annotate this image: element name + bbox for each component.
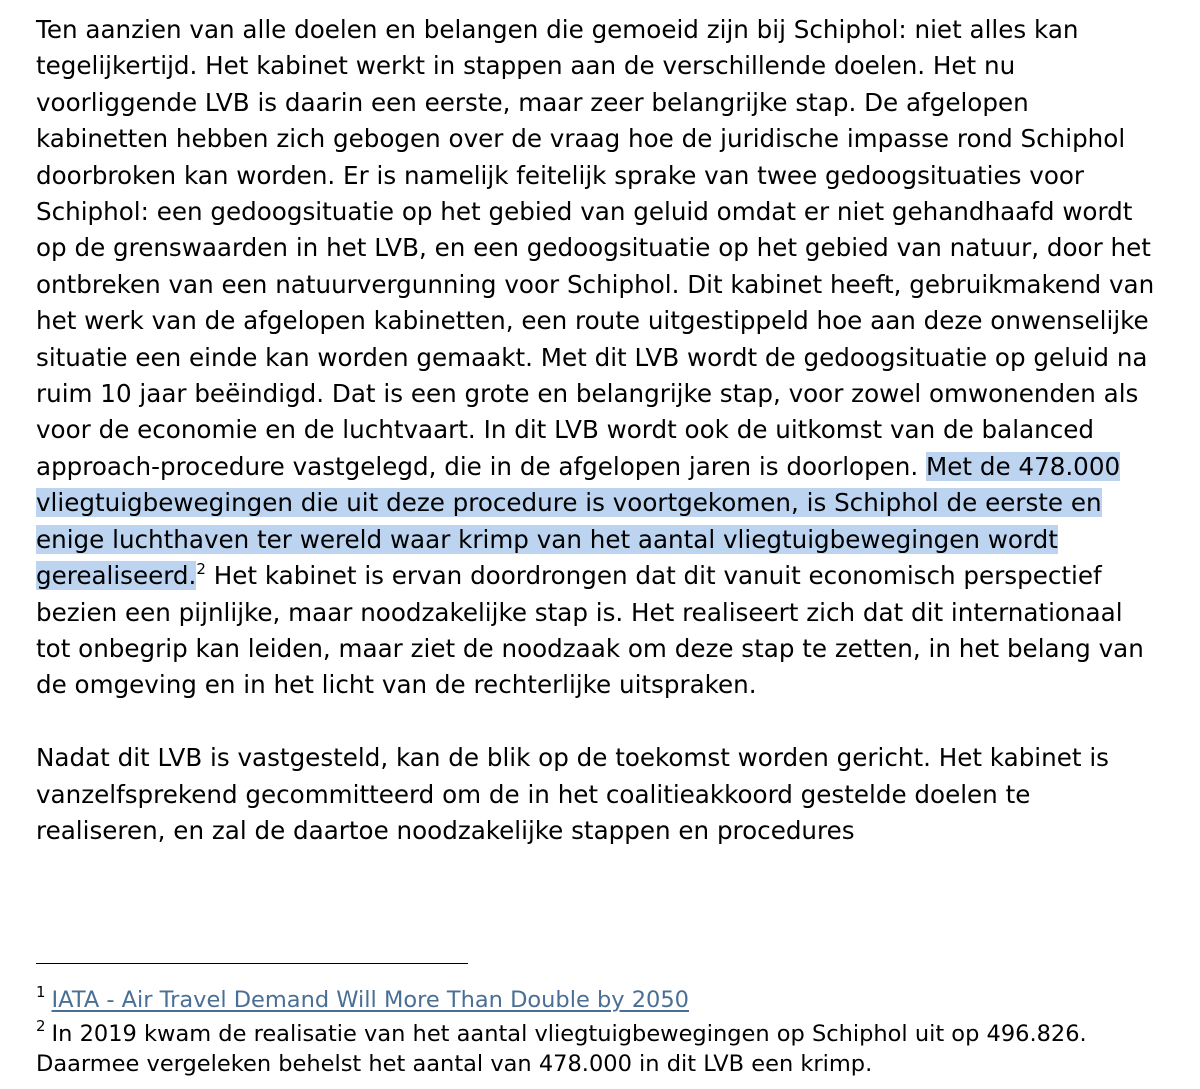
footnote-2-text: In 2019 kwam de realisatie van het aantal vliegtuigbewegingen op Schiphol uit op 496.826. Daarmee vergeleken behelst het aantal van 478.000 in dit LVB een krimp.: [36, 1021, 1087, 1077]
footnote-2-number: 2: [36, 1017, 46, 1035]
highlighted-text[interactable]: Met de 478.000 vliegtuigbewegingen die uit deze procedure is voortgekomen, is Schiphol de eerste en enige luchthaven ter wereld waar krimp van het aantal vliegtuigbewegingen wordt gerealiseerd.: [36, 451, 1121, 591]
paragraph-2: Nadat dit LVB is vastgesteld, kan de blik op de toekomst worden gericht. Het kabinet is vanzelfsprekend gecommitteerd om de in het coalitieakkoord gestelde doelen te realiseren, en zal de daartoe noodzakelijke stappen en procedures: [36, 743, 1109, 845]
document-body: [36, 12, 1164, 849]
paragraph-1: [36, 12, 1164, 704]
footnote-divider: [36, 963, 468, 964]
footnote-1: [36, 985, 1164, 1015]
footnote-1-link[interactable]: IATA - Air Travel Demand Will More Than Double by 2050: [51, 987, 689, 1013]
footnote-2: [36, 1019, 1164, 1079]
footnote-1-number: 1: [36, 983, 46, 1001]
paragraph-1-text-continued: Het kabinet is ervan doordrongen dat dit vanuit economisch perspectief bezien een pijnlijke, maar noodzakelijke stap is. Het realiseert zich dat dit internationaal tot onbegrip kan leiden, maar ziet de noodzaak om deze stap te zetten, in het belang van de omgeving en in het licht van de rechterlijke uitspraken.: [36, 561, 1144, 700]
footnote-ref-2[interactable]: 2: [196, 560, 206, 579]
paragraph-1-text: Ten aanzien van alle doelen en belangen die gemoeid zijn bij Schiphol: niet alles kan tegelijkertijd. Het kabinet werkt in stappen aan de verschillende doelen. Het nu voorliggende LVB is daarin een eerste, maar zeer belangrijke stap. De afgelopen kabinetten hebben zich gebogen over de vraag hoe de juridische impasse rond Schiphol doorbroken kan worden. Er is namelijk feitelijk sprake van twee gedoogsituaties voor Schiphol: een gedoogsituatie op het gebied van geluid omdat er niet gehandhaafd wordt op de grenswaarden in het LVB, en een gedoogsituatie op het gebied van natuur, door het ontbreken van een natuurvergunning voor Schiphol. Dit kabinet heeft, gebruikmakend van het werk van de afgelopen kabinetten, een route uitgestippeld hoe aan deze onwenselijke situatie een einde kan worden gemaakt. Met dit LVB wordt de gedoogsituatie op geluid na ruim 10 jaar beëindigd. Dat is een grote en belangrijke stap, voor zowel omwonenden als voor de economie en de luchtvaart. In dit LVB wordt ook de uitkomst van de balanced approach-procedure vastgelegd, die in de afgelopen jaren is doorlopen.: [36, 15, 1155, 481]
